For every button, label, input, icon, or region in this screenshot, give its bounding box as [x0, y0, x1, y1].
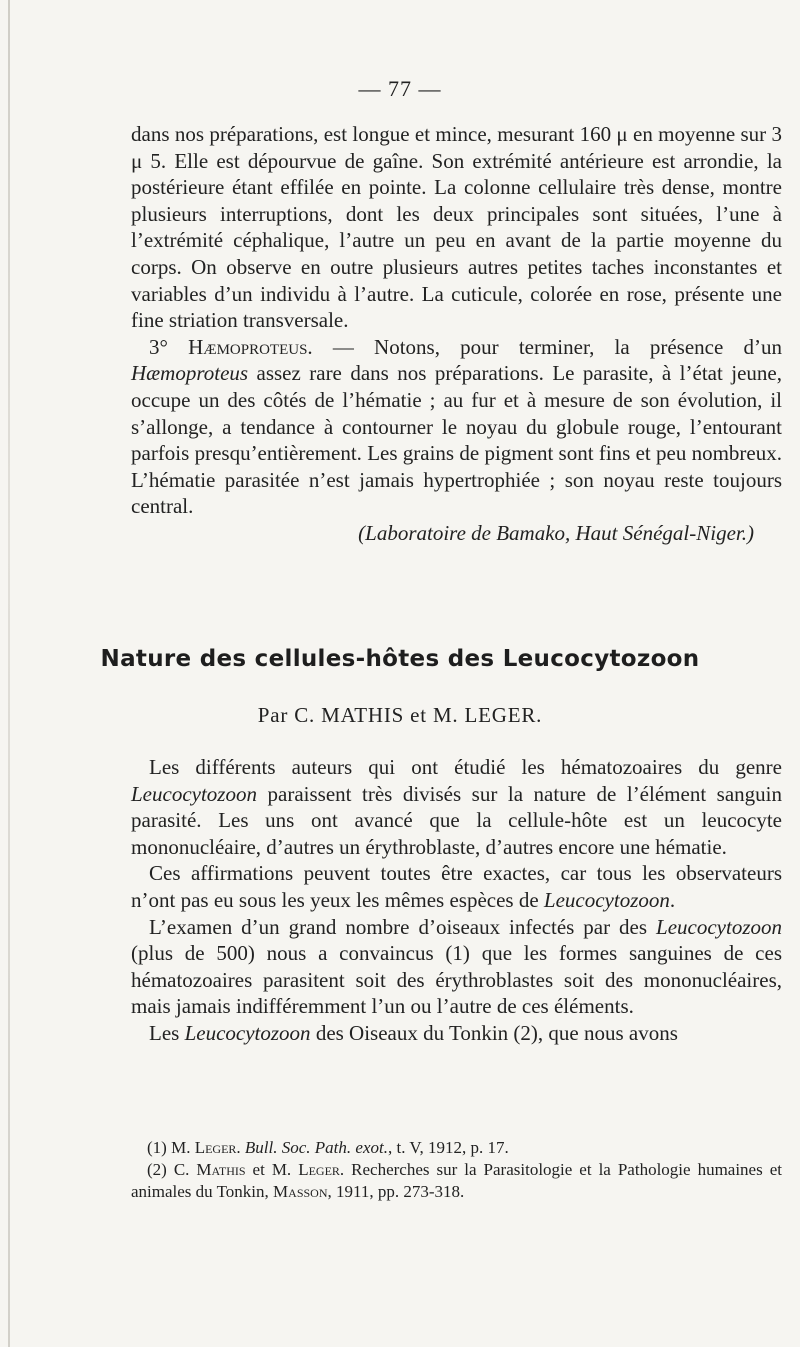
paragraph-fragment: assez rare dans nos préparations. Le parasite, à l’état jeune, occupe un des côtés de l’hématie ; au fur et à mesure de son évolution, il s’allonge, a tendance à contourner le noyau du globule rouge, l’entourant parfois presqu’entièrement. Les grains de pigment sont fins et peu nombreux. L’hématie parasitée n’est jamais hypertrophiée ; son noyau reste toujours central.: [131, 361, 782, 519]
footnote-fragment: , t. V, 1912, p. 17.: [387, 1138, 509, 1157]
paragraph-fragment: paraissent très divisés sur la nature de l’élément sanguin parasité. Les uns ont avancé que la cellule-hôte est un leucocyte mononucléaire, d’autres un érythroblaste, d’autres encore une hématie.: [131, 781, 782, 859]
laboratory-reference: (Laboratoire de Bamako, Haut Sénégal-Niger.): [358, 520, 754, 545]
footnote-fragment: , 1911, pp. 273-318.: [327, 1182, 465, 1201]
paragraph-continued: dans nos préparations, est longue et mince, mesurant 160 μ en moyenne sur 3 μ 5. Elle est dépourvue de gaîne. Son extrémité antérieure est arrondie, la postérieure étant effilée en pointe. La colonne cellulaire très dense, montre plusieurs interruptions, dont les deux principales sont situées, l’une à l’extrémité céphalique, l’autre un peu en avant de la partie moyenne du corps. On observe en outre plusieurs autres petites taches inconstantes et variables d’un individu à l’autre. La cuticule, colorée en rose, présente une fine striation transversale.: [131, 122, 782, 333]
article-paragraph-1: [131, 754, 782, 860]
article-paragraph-2: [131, 860, 782, 913]
footnote-author: Leger: [298, 1160, 340, 1179]
section-one: [131, 121, 782, 547]
genus-name: Leucocytozoon: [184, 1020, 311, 1045]
article-byline: Par C. MATHIS et M. LEGER.: [257, 703, 543, 727]
footnote-author: Leger: [194, 1138, 237, 1157]
footnote-fragment: (1) M.: [147, 1138, 195, 1157]
genus-name: Leucocytozoon: [131, 781, 257, 806]
genus-name: Leucocytozoon: [543, 887, 670, 912]
footnote-2: [131, 1159, 782, 1203]
paragraph-fragment: Les différents auteurs qui ont étudié les hématozoaires du genre: [149, 755, 782, 779]
page-number: — 77 —: [358, 76, 442, 101]
footnote-fragment: . Recherches sur la Parasitologie et la Pathologie humaines et animales du Tonkin,: [131, 1160, 782, 1201]
journal-title: Bull. Soc. Path. exot.: [244, 1138, 388, 1157]
article-body: [131, 754, 782, 1047]
paragraph-fragment: Ces affirmations peuvent toutes être exactes, car tous les observateurs n’ont pas eu sous les yeux les mêmes espèces de: [131, 861, 782, 912]
footnote-fragment: (2) C.: [147, 1160, 197, 1179]
footnotes: [131, 1137, 782, 1203]
paragraph-fragment: — Notons, pour terminer, la présence d’un: [312, 334, 782, 359]
genus-name: Leucocytozoon: [656, 914, 782, 939]
paragraph-fragment: (plus de 500) nous a convaincus (1) que les formes sanguines de ces hématozoaires parasitent soit des érythroblastes soit des mononucléaires, mais jamais indifféremment l’un ou l’autre de ces éléments.: [131, 941, 782, 1019]
article-paragraph-3: [131, 914, 782, 1020]
paragraph-haemoproteus: [131, 334, 782, 520]
footnote-fragment: et M.: [245, 1160, 299, 1179]
paragraph-fragment: L’examen d’un grand nombre d’oiseaux infectés par des: [149, 914, 657, 939]
subsection-label: 3° Hæmoproteus.: [149, 334, 313, 359]
paragraph-fragment: des Oiseaux du Tonkin (2), que nous avons: [310, 1020, 678, 1045]
paragraph-fragment: .: [669, 887, 676, 912]
article-paragraph-4: [131, 1020, 782, 1047]
footnote-fragment: .: [236, 1138, 245, 1157]
paragraph-fragment: Les: [149, 1020, 185, 1045]
article-title: Nature des cellules-hôtes des Leucocytozoon: [100, 646, 700, 672]
footnote-1: [131, 1137, 782, 1159]
footnote-publisher: Masson: [273, 1182, 328, 1201]
footnote-author: Mathis: [196, 1160, 246, 1179]
page-binding-edge: [8, 0, 10, 1347]
genus-name: Hæmoproteus: [131, 361, 249, 386]
